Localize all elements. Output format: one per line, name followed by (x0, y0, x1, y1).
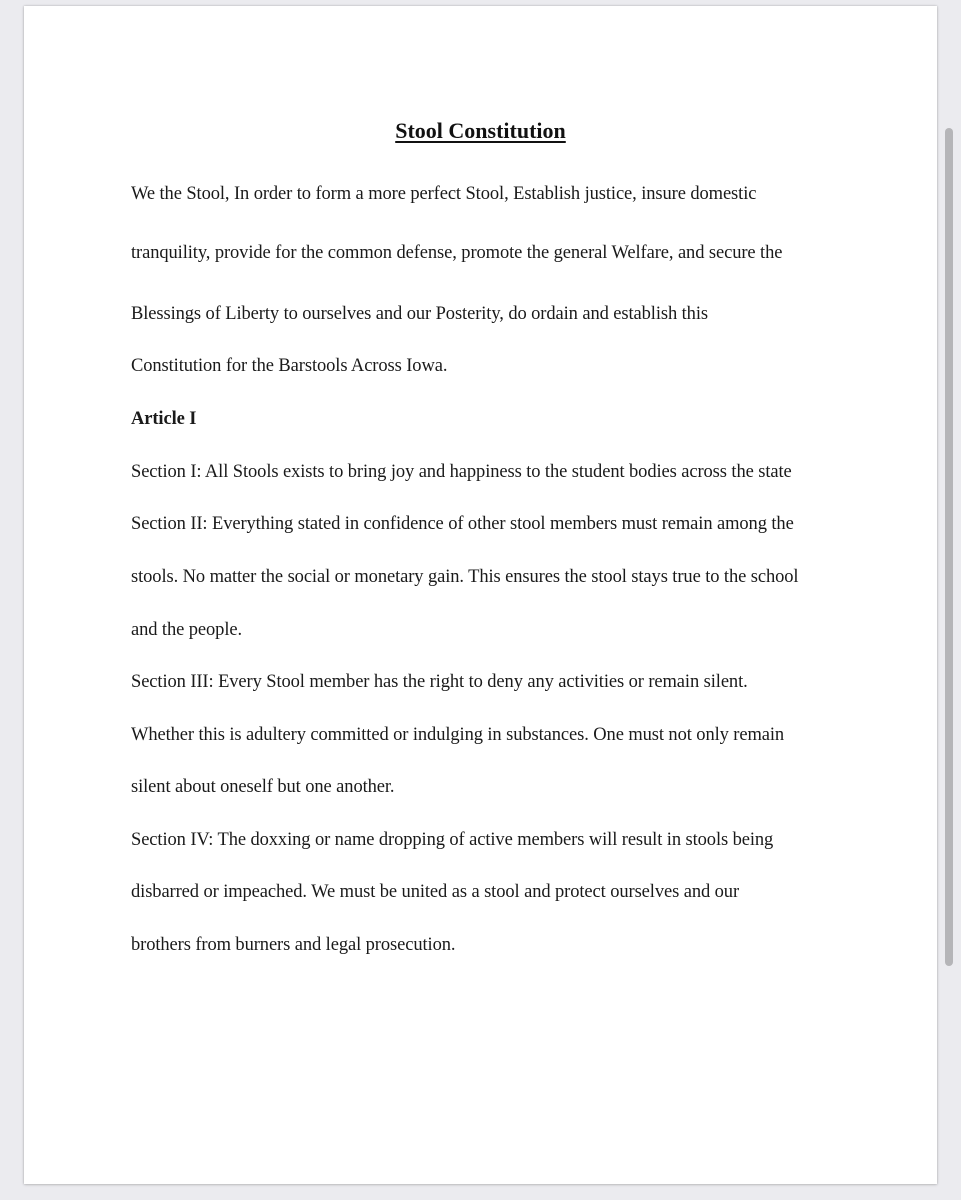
section-line: Whether this is adultery committed or indulging in substances. One must not only remain (131, 725, 785, 745)
section-line: disbarred or impeached. We must be united as a stool and protect ourselves and our (131, 882, 740, 902)
section-line: stools. No matter the social or monetary gain. This ensures the stool stays true to the school (131, 567, 799, 587)
vertical-scrollbar[interactable] (945, 128, 953, 966)
preamble-line: tranquility, provide for the common defense, promote the general Welfare, and secure the (131, 243, 783, 263)
section-line: and the people. (131, 620, 242, 640)
section-line: Section II: Everything stated in confidence of other stool members must remain among the (131, 514, 794, 534)
section-line: Section I: All Stools exists to bring joy and happiness to the student bodies across the state (131, 462, 792, 482)
document-page (24, 6, 937, 1184)
preamble-line: Blessings of Liberty to ourselves and our Posterity, do ordain and establish this (131, 304, 708, 324)
section-line: Section IV: The doxxing or name dropping of active members will result in stools being (131, 830, 774, 850)
section-line: silent about oneself but one another. (131, 777, 395, 797)
document-title: Stool Constitution (395, 118, 566, 143)
article-heading: Article I (131, 409, 197, 429)
section-line: brothers from burners and legal prosecution. (131, 935, 456, 955)
preamble-line: Constitution for the Barstools Across Iowa. (131, 356, 448, 376)
preamble-line: We the Stool, In order to form a more perfect Stool, Establish justice, insure domestic (131, 184, 757, 204)
section-line: Section III: Every Stool member has the right to deny any activities or remain silent. (131, 672, 748, 692)
